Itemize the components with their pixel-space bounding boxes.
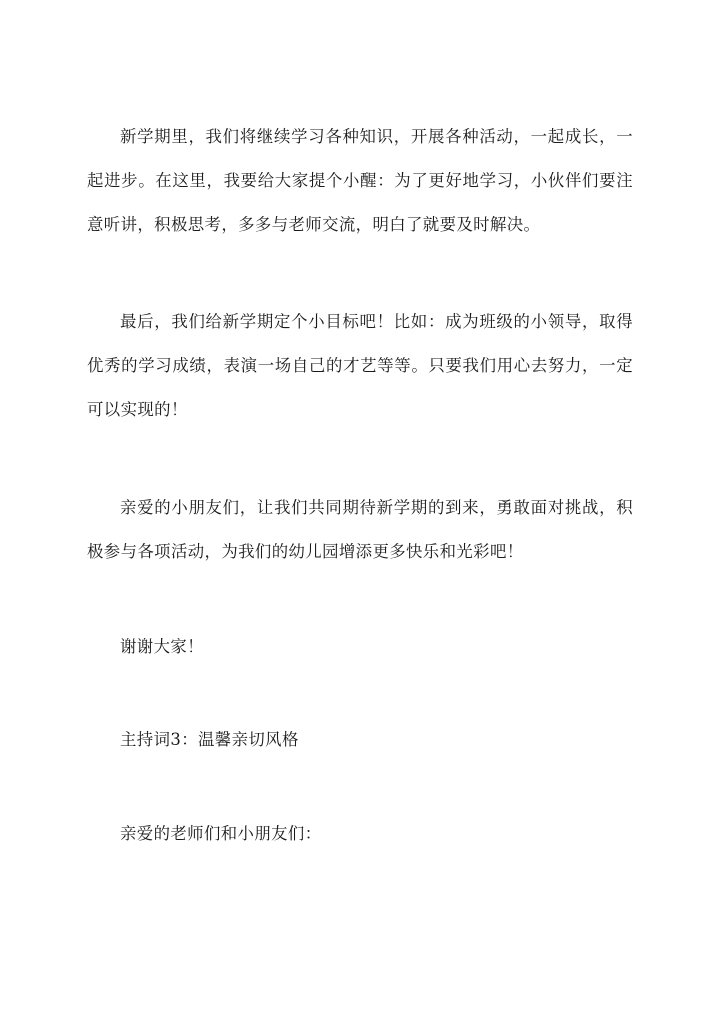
paragraph-thanks: 谢谢大家！ xyxy=(120,637,204,656)
paragraph-study-tips: 新学期里，我们将继续学习各种知识，开展各种活动，一起成长，一起进步。在这里，我要给大家提个小醒：为了更好地学习，小伙伴们要注意听讲，积极思考，多多与老师交流，明白了就要及时解决。 xyxy=(87,127,633,234)
paragraph-encouragement: 亲爱的小朋友们，让我们共同期待新学期的到来，勇敢面对挑战，积极参与各项活动，为我们的幼儿园增添更多快乐和光彩吧！ xyxy=(87,498,633,561)
section-heading: 主持词3：温馨亲切风格 xyxy=(120,730,299,749)
paragraph-goals: 最后，我们给新学期定个小目标吧！比如：成为班级的小领导，取得优秀的学习成绩，表演一场自己的才艺等等。只要我们用心去努力，一定可以实现的！ xyxy=(87,312,633,419)
paragraph-greeting: 亲爱的老师们和小朋友们： xyxy=(120,824,322,843)
